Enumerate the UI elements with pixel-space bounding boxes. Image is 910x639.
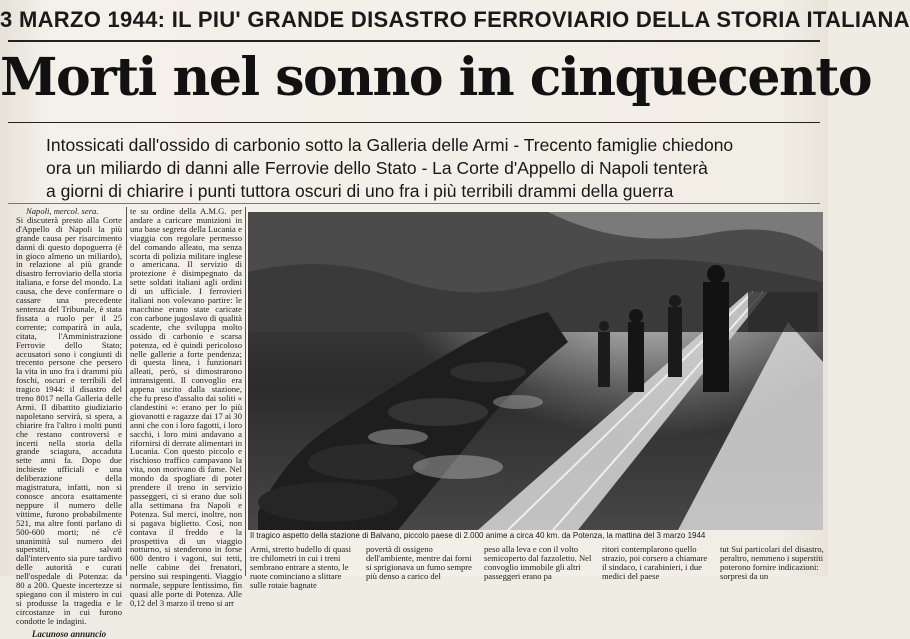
photo-scene — [248, 212, 823, 530]
bottom-column-5: tut Sui particolari del disastro, peraltro, nemmeno i superstiti poterono fornire indicazioni: sorpresi da un — [720, 544, 824, 581]
deck-rule — [8, 203, 820, 204]
article-column-1 — [16, 206, 122, 639]
photo-caption: Il tragico aspetto della stazione di Balvano, piccolo paese di 2.000 anime a circa 40 km. da Potenza, la mattina del 3 marzo 1944 — [250, 531, 706, 540]
dateline: Napoli, mercol. sera. — [26, 206, 99, 216]
deck-line-1: Intossicati dall'ossido di carbonio sotto la Galleria delle Armi - Trecento famiglie chiedono — [46, 135, 734, 155]
deck-line-3: a giorni di chiarire i punti tuttora oscuri di uno fra i più terribili drammi della guerra — [46, 181, 674, 201]
kicker-headline: 3 MARZO 1944: IL PIU' GRANDE DISASTRO FERROVIARIO DELLA STORIA ITALIANA — [0, 7, 910, 32]
bottom-column-2: povertà di ossigeno dell'ambiente, mentre dai forni si sprigionava un fumo sempre più denso a carico del — [366, 544, 472, 581]
main-headline: Morti nel sonno in cinquecento — [0, 47, 872, 108]
column-1-subhead: Lacunoso annuncio — [31, 628, 107, 639]
column-1-body: Si discuterà presto alla Corte d'Appello di Napoli la più grande causa per risarcimento danni di questo dopoguerra (è in gioco almeno un miliardo), in relazione al più grande disastro ferroviario della storia italiana, e forse del mondo. La causa, che deve confermare o cassare una precedente sentenza del Tribunale, è stata fissata a ruolo per il 25 corrente; comparirà in aula, citata, l'Amministrazione Ferrovie dello Stato; accusatori sono i congiunti di trecento persone che persero la vita in uno fra i drammi più foschi, oscuri e terribili del tragico 1944: il disastro del treno 8017 nella Galleria delle Armi. Il dibattito giudiziario napoletano servirà, si spera, a chiarire fra l'altro i molti punti che restano controversi e incerti nella storia della grande sciagura, accaduta sette anni fa. Dopo due inchieste ufficiali e una deliberazione della magistratura, infatti, non si conosce ancora esattamente neppure il numero delle vittime, furono probabilmente 521, ma altre fonti parlano di 500-600 morti; né c'è unanimità sul numero dei superstiti, salvati dall'intervento sia pure tardivo delle autorità e curati nell'ospedale di Potenza: da 80 a 200. Queste incertezze si spiegano con il mistero in cui si produsse la tragedia e le circostanze in cui furono condotte le indagini. — [16, 214, 122, 626]
disaster-photo — [248, 212, 823, 530]
article-column-2 — [130, 206, 242, 608]
kicker-rule — [8, 40, 820, 42]
bottom-column-4: ritori contemplarono quello strazio, poi corsero a chiamare il sindaco, i carabinieri, i due medici del paese — [602, 544, 708, 581]
bottom-column-3: peso alla leva e con il volto semicoperto dal fazzoletto. Nel convoglio immobile gli altri passeggeri erano pa — [484, 544, 592, 581]
subheadline-deck — [46, 134, 821, 203]
deck-line-2: ora un miliardo di danni alle Ferrovie dello Stato - La Corte d'Appello di Napoli tenterà — [46, 158, 708, 178]
column-2-body: te su ordine della A.M.G. per andare a caricare munizioni in una base segreta della Lucania e viaggia con regolare permesso del comando alleato, ma senza scorta di polizia militare inglese o americana. Il servizio di protezione è disimpegnato da sette soldati italiani agli ordini di un ufficiale. I ferrovieri italiani non volevano partire: le macchine erano state caricate con carbone jugoslavo di qualità scadente, che sviluppa molto ossido di carbonio e scarsa potenza, ed è quindi pericoloso nelle gallerie a forte pendenza; di questa linea, i funzionari alleati, però, si dimostrarono intransigenti. Il convoglio era appena uscito dalla stazione, che fu preso d'assalto dai soliti « clandestini »: erano per lo più giovanotti e ragazze dai 17 ai 30 anni che con i loro fagotti, i loro sacchi, i loro mini andavano a rifornirsi di derrate alimentari in Lucania. Con questo piccolo e rischioso traffico campavano la vita, non morivano di fame. Nel mondo da spogliare di poter prendere il treno in servizio passeggeri, ci si erano due soli alla settimana fra Napoli e Potenza. Sul merci, inoltre, non si pagava biglietto. Così, non contava il freddo e la prospettiva di un viaggio notturno, si stenderono in forse 600 dentro i vagoni, sui tetti, nelle cabine dei frenatori, persino sui respingenti. Viaggio normale, seppure lentissimo, fin quasi alle porte di Potenza. Alle 0,12 del 3 marzo il treno si arr — [130, 206, 242, 608]
bottom-column-1: Armi, stretto budello di quasi tre chilometri in cui i treni sembrano entrare a stento, le ruote cominciano a slittare sulle rotaie bagnate — [250, 544, 351, 590]
column-divider — [126, 207, 127, 576]
column-divider — [245, 207, 246, 576]
headline-rule — [8, 122, 820, 123]
